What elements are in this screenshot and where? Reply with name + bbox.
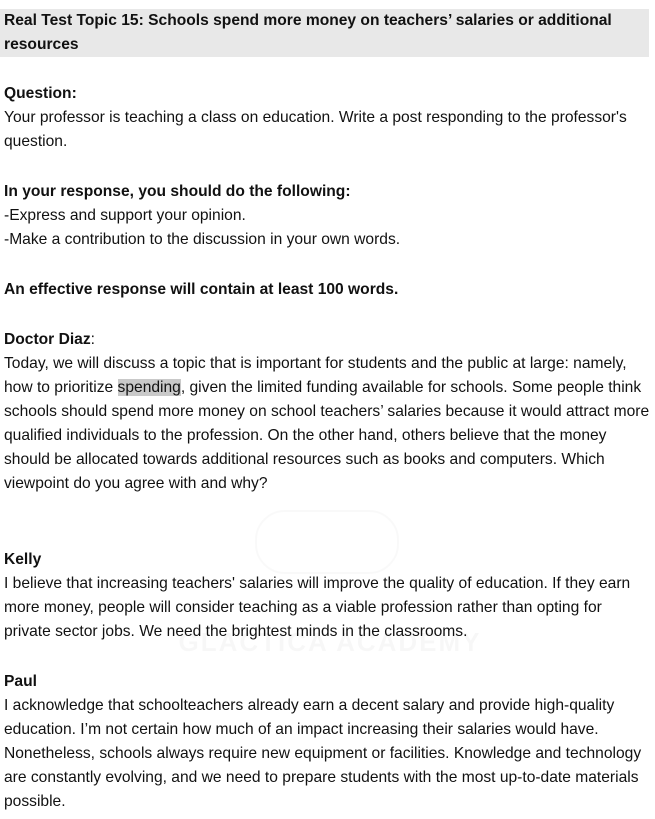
professor-text-end: , given the limited funding available for schools. Some people think schools should spend more money on school teachers’ salaries because it would attract more qualified individuals to the profession. On the other hand, others believe that the money should be allocated towards additional resources such as books and computers. Which viewpoint do you agree with and why? xyxy=(4,379,650,492)
instructions-heading: In your response, you should do the following: xyxy=(4,183,351,200)
highlighted-word: spending xyxy=(117,379,181,396)
student-name-paul: Paul xyxy=(4,673,37,690)
student-name-kelly: Kelly xyxy=(4,551,42,568)
professor-text xyxy=(4,352,652,496)
professor-colon: : xyxy=(90,331,95,348)
professor-name: Doctor Diaz xyxy=(4,331,91,348)
instruction-item: -Express and support your opinion. xyxy=(4,207,246,224)
word-requirement: An effective response will contain at least 100 words. xyxy=(4,281,399,298)
page-title: Real Test Topic 15: Schools spend more money on teachers’ salaries or additional resources xyxy=(0,9,649,57)
student-post-paul: I acknowledge that schoolteachers already earn a decent salary and provide high-quality education. I’m not certain how much of an impact increasing their salaries would have. Nonetheless, schools always require new equipment or facilities. Knowledge and technology are constantly evolving, and we need to prepare students with the most up-to-date materials possible. xyxy=(4,697,642,810)
professor-text-start: Today, we will discuss a topic that is important for students and the public at large: namely, how to prioritize xyxy=(4,355,627,396)
student-post-kelly: I believe that increasing teachers' salaries will improve the quality of education. If they earn more money, people will consider teaching as a viable profession rather than opting for private sector jobs. We need the brightest minds in the classrooms. xyxy=(4,575,631,640)
top-border xyxy=(0,0,655,4)
professor-label xyxy=(4,328,652,352)
watermark-text xyxy=(170,630,490,654)
question-heading: Question: xyxy=(4,85,77,102)
instruction-item: -Make a contribution to the discussion in your own words. xyxy=(4,231,401,248)
question-text: Your professor is teaching a class on education. Write a post responding to the professor's question. xyxy=(4,109,627,150)
